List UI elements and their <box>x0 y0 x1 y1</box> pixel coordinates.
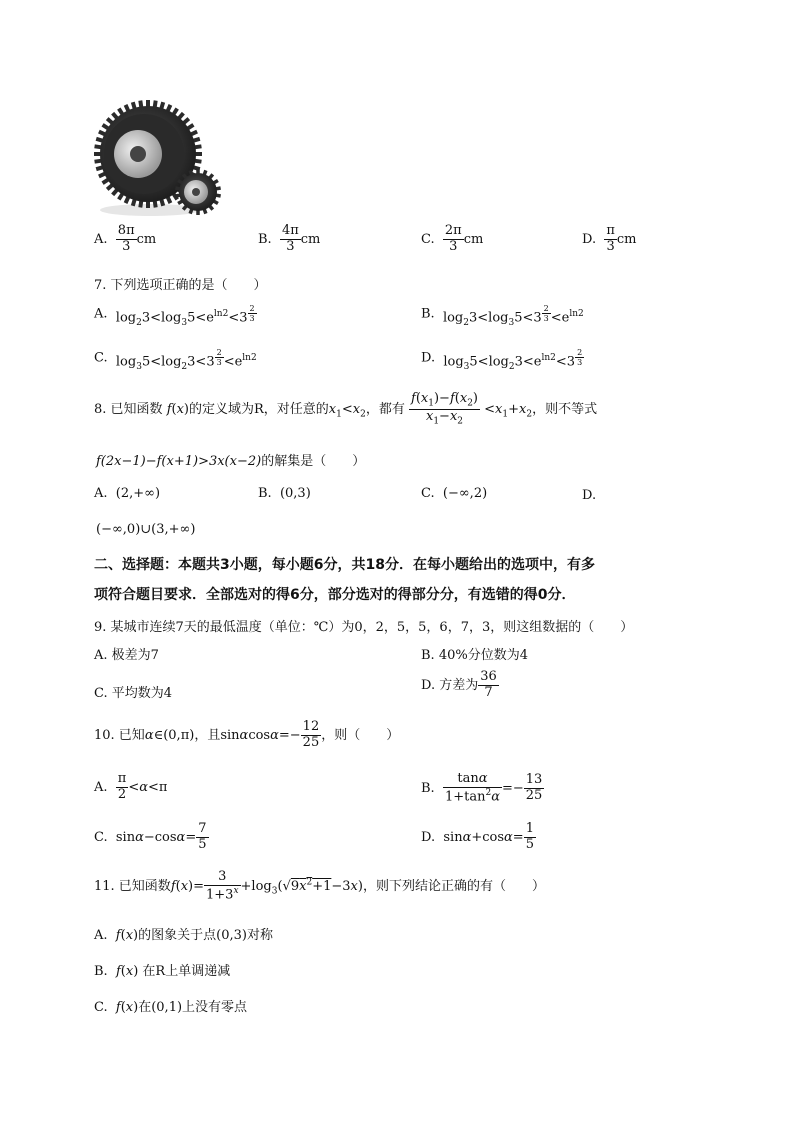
q11-option-c: C. f(x)在(0,1)上没有零点 <box>94 1000 248 1015</box>
q7-stem: 7. 下列选项正确的是（ ） <box>94 278 267 293</box>
q10-option-a: A. $\frac{\pi}{2}$ <α<π <box>94 771 168 802</box>
q7-option-d: D. $\log_35<\log_23<e^{ln2}<3$ $^{\frac{2}{3}}$ <box>421 348 583 373</box>
q8-option-d: (−∞,0)∪(3,+∞) <box>96 522 196 537</box>
q10-stem: 10. 已知α∈(0,π)，且sinαcosα=− $\frac{12}{25}$ ，则（ ） <box>94 719 400 750</box>
q8-stem: 8. 已知函数 f(x)的定义域为R，对任意的$x_1<x_2$，都有 $\frac{f(x_1)-f(x_2)}{x_1-x_2}$ $<x_1+x_2$，则不等式 <box>94 391 598 427</box>
q8-inequality: f(2x−1)−f(x+1)>3x(x−2)的解集是（ ） <box>96 454 366 469</box>
q7-option-b: B. $\log_23<\log_35<3$ $^{\frac{2}{3}}$ $<e^{ln2}$ <box>421 304 584 329</box>
q7-option-c: C. $\log_35<\log_23<3$ $^{\frac{2}{3}}$ $<e^{ln2}$ <box>94 348 257 373</box>
q9-option-b: B. 40%分位数为4 <box>421 648 528 663</box>
q6-option-d: D. $\frac{\pi}{3}$ cm <box>582 223 637 254</box>
gear-image <box>92 96 234 218</box>
q10-option-c: C. sinα−cosα= $\frac{7}{5}$ <box>94 821 207 852</box>
q11-stem: 11. 已知函数f(x)= $\frac{3}{1+3^x}$ $+\log_3(√9x^2+1-3x)$，则下列结论正确的有（ ） <box>94 869 545 903</box>
section2-line2: 项符合题目要求．全部选对的得6分，部分选对的得部分分，有选错的得0分． <box>94 587 576 603</box>
q8-option-d-letter: D. <box>582 488 597 503</box>
q9-option-a: A. 极差为7 <box>94 648 159 663</box>
q10-option-d: D. sinα+cosα= $\frac{1}{5}$ <box>421 821 534 852</box>
q6-option-b: B. $\frac{4\pi}{3}$ cm <box>258 223 321 254</box>
q9-option-c: C. 平均数为4 <box>94 686 173 701</box>
q6-option-c: C. $\frac{2\pi}{3}$ cm <box>421 223 484 254</box>
q11-option-a: A. f(x)的图象关于点(0,3)对称 <box>94 928 273 943</box>
q11-option-b: B. f(x) 在R上单调递减 <box>94 964 231 979</box>
q9-stem: 9. 某城市连续7天的最低温度（单位：℃）为0，2，5，5，6，7，3，则这组数据的（ ） <box>94 620 634 635</box>
q8-option-a: A. (2,+∞) <box>94 486 161 501</box>
q8-option-c: C. (−∞,2) <box>421 486 488 501</box>
q10-option-b: B. $\frac{\tan\alpha}{1+\tan^2\alpha}$ =− $\frac{13}{25}$ <box>421 771 543 805</box>
section2-line1: 二、选择题：本题共3小题，每小题6分，共18分．在每小题给出的选项中，有多 <box>94 557 595 573</box>
q8-option-b: B. (0,3) <box>258 486 311 501</box>
q6-option-a: A. $\frac{8\pi}{3}$ cm <box>94 223 157 254</box>
q7-option-a: A. $\log_23<\log_35<e^{ln2}<3$ $^{\frac{2}{3}}$ <box>94 304 255 329</box>
q9-option-d: D. 方差为 $\frac{36}{7}$ <box>421 669 497 700</box>
